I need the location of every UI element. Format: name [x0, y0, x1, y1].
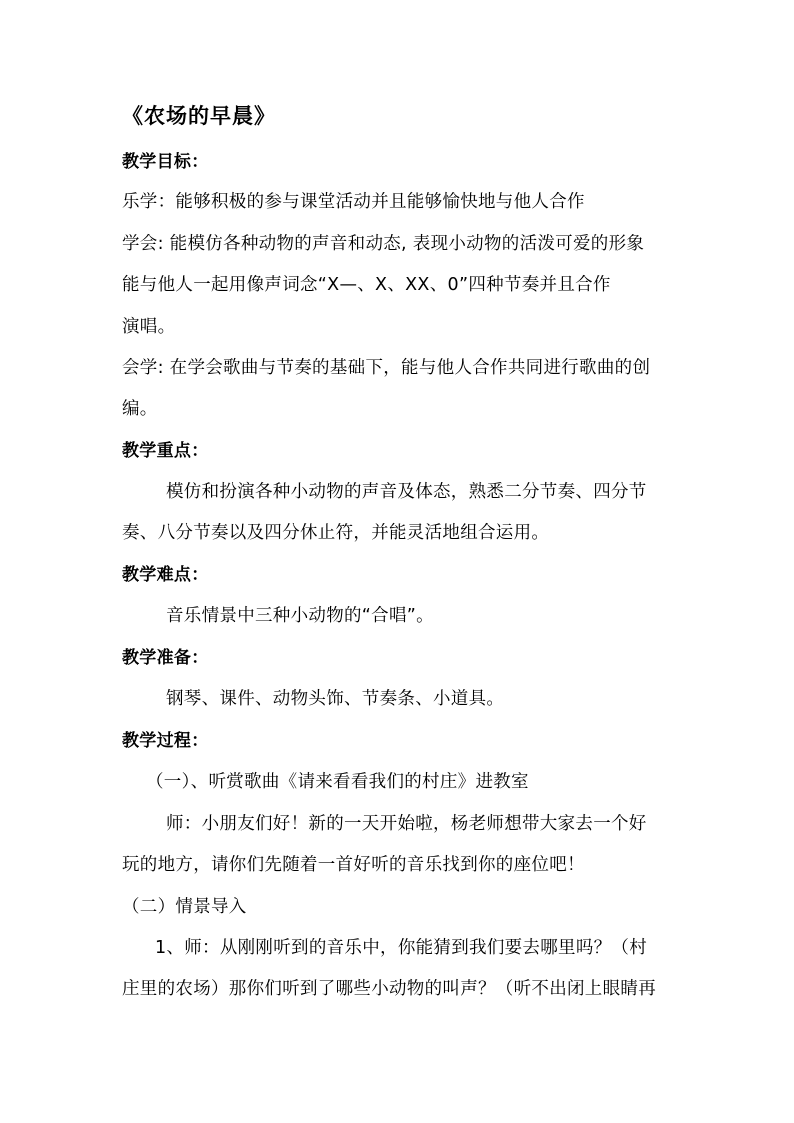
difficulty-heading: 教学难点： [122, 565, 209, 585]
process-line: （一）、听赏歌曲《请来看看我们的村庄》进教室 [146, 772, 529, 792]
objective-line: 编。 [122, 399, 158, 419]
objective-line: 会学: 在学会歌曲与节奏的基础下，能与他人合作共同进行歌曲的创 [122, 358, 651, 378]
objective-line: 能与他人一起用像声词念“X—、X、XX、0”四种节奏并且合作 [122, 275, 611, 295]
key-points-line: 奏、八分节奏以及四分休止符，并能灵活地组合运用。 [122, 523, 550, 543]
document-title: 《农场的早晨》 [122, 103, 276, 128]
process-heading: 教学过程： [122, 731, 209, 751]
process-line: 庄里的农场）那你们听到了哪些小动物的叫声？（听不出闭上眼睛再 [122, 979, 656, 999]
preparation-heading: 教学准备： [122, 648, 209, 668]
process-line: 玩的地方，请你们先随着一首好听的音乐找到你的座位吧！ [122, 855, 585, 875]
objectives-heading: 教学目标： [122, 152, 209, 172]
difficulty-text: 音乐情景中三种小动物的“合唱”。 [166, 606, 434, 626]
process-line: （二）情景导入 [122, 897, 247, 917]
objective-line: 演唱。 [122, 317, 176, 337]
key-points-line: 模仿和扮演各种小动物的声音及体态，熟悉二分节奏、四分节 [166, 482, 647, 502]
preparation-text: 钢琴、课件、动物头饰、节奏条、小道具。 [166, 689, 505, 709]
process-line: 1、师：从刚刚听到的音乐中，你能猜到我们要去哪里吗？（村 [155, 938, 648, 958]
process-line: 师：小朋友们好！新的一天开始啦，杨老师想带大家去一个好 [166, 814, 647, 834]
key-points-heading: 教学重点： [122, 441, 209, 461]
objective-line: 学会: 能模仿各种动物的声音和动态, 表现小动物的活泼可爱的形象 [122, 234, 645, 254]
objective-line: 乐学：能够积极的参与课堂活动并且能够愉快地与他人合作 [122, 192, 585, 212]
